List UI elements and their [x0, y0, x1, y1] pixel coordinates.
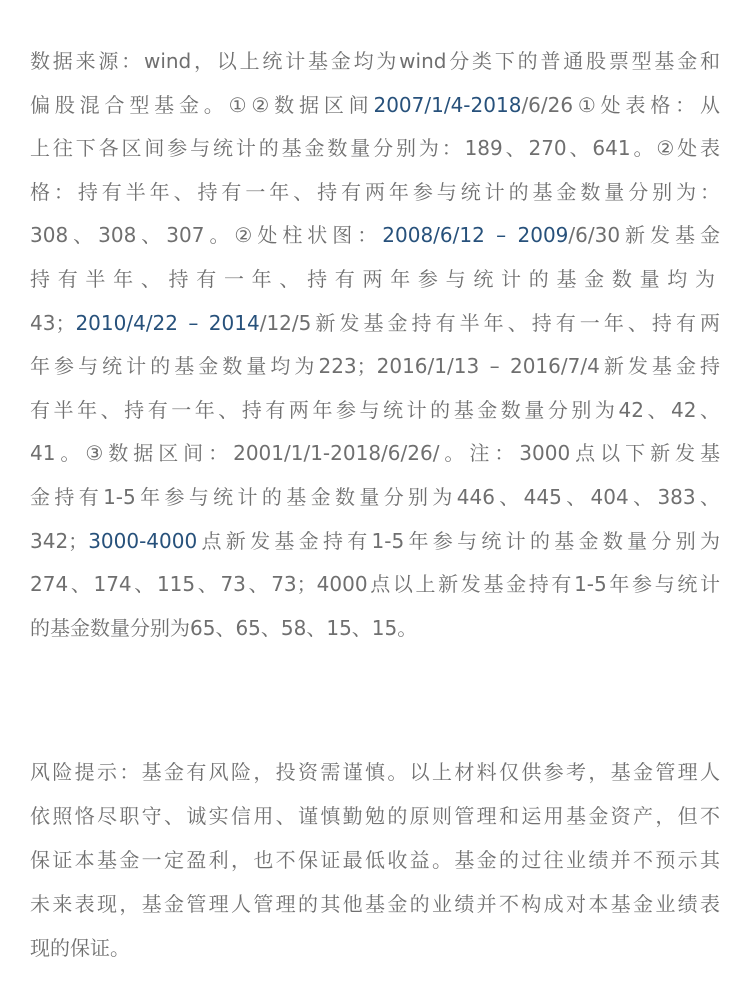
text-segment: 依照恪尽职守、诚实信用、谨慎勤勉的原则管理和运用基金资产，但不: [30, 804, 720, 829]
text-segment: 金持有1-5年参与统计的基金数量分别为446、445、404、383、: [30, 484, 720, 509]
highlighted-range-segment: 3000-4000: [88, 528, 198, 553]
text-segment: 格：持有半年、持有一年、持有两年参与统计的基金数量分别为：: [30, 179, 720, 204]
text-segment: 数据来源：wind，以上统计基金均为wind分类下的普通股票型基金和: [30, 49, 720, 73]
highlighted-date-segment: 2007/1/4-2018: [373, 92, 522, 117]
paragraph-line: [30, 214, 720, 258]
paragraph-line: [30, 389, 720, 433]
highlighted-date-segment: 2008/6/12 – 2009: [382, 223, 569, 248]
text-segment: 未来表现，基金管理人管理的其他基金的业绩并不构成对本基金业绩表: [30, 892, 720, 917]
paragraph-line: [30, 838, 720, 882]
text-segment: 308、308、307。②处柱状图：: [30, 223, 383, 248]
paragraph-line: [30, 345, 720, 389]
document-page: [30, 40, 720, 970]
text-segment: 41。③数据区间：2001/1/1-2018/6/26/。注：3000点以下新发基: [30, 441, 720, 466]
text-segment: /6/30新发基金: [568, 223, 720, 248]
text-segment: 有半年、持有一年、持有两年参与统计的基金数量分别为42、42、: [30, 397, 720, 422]
text-segment: 风险提示：基金有风险，投资需谨慎。以上材料仅供参考，基金管理人: [30, 760, 720, 785]
paragraph-line: [30, 607, 720, 651]
paragraph-line: [30, 750, 720, 794]
paragraph-line: [30, 432, 720, 476]
paragraph-line: [30, 84, 720, 128]
paragraph-line: [30, 302, 720, 346]
paragraph-line: [30, 258, 720, 302]
text-segment: 上往下各区间参与统计的基金数量分别为：189、270、641。②处表: [30, 136, 720, 161]
highlighted-date-segment: 2010/4/22 – 2014: [75, 310, 260, 335]
text-segment: 的基金数量分别为65、65、58、15、15。: [30, 615, 418, 640]
paragraph-spacer: [30, 650, 720, 750]
paragraph-line: [30, 926, 720, 970]
text-segment: 274、174、115、73、73；4000点以上新发基金持有1-5年参与统计: [30, 572, 720, 597]
text-segment: 年参与统计的基金数量均为223；2016/1/13 – 2016/7/4新发基金持: [30, 354, 720, 379]
paragraph-line: [30, 171, 720, 215]
paragraph-line: [30, 40, 720, 84]
paragraph-line: [30, 794, 720, 838]
paragraph-line: [30, 476, 720, 520]
paragraph-line: [30, 882, 720, 926]
text-segment: 43；: [30, 310, 76, 335]
text-segment: /6/26①处表格：从: [521, 92, 720, 117]
text-segment: 持有半年、持有一年、持有两年参与统计的基金数量均为: [30, 266, 720, 291]
text-segment: 偏股混合型基金。①②数据区间: [30, 92, 374, 117]
text-segment: 保证本基金一定盈利，也不保证最低收益。基金的过往业绩并不预示其: [30, 848, 720, 873]
paragraph-line: [30, 563, 720, 607]
text-segment: /12/5新发基金持有半年、持有一年、持有两: [259, 310, 720, 335]
text-segment: 现的保证。: [30, 936, 130, 961]
paragraph-line: [30, 520, 720, 564]
paragraph-line: [30, 127, 720, 171]
text-segment: 点新发基金持有1-5年参与统计的基金数量分别为: [197, 528, 720, 553]
data-source-paragraph: [30, 40, 720, 650]
text-segment: 342；: [30, 528, 89, 553]
risk-notice-paragraph: [30, 750, 720, 970]
